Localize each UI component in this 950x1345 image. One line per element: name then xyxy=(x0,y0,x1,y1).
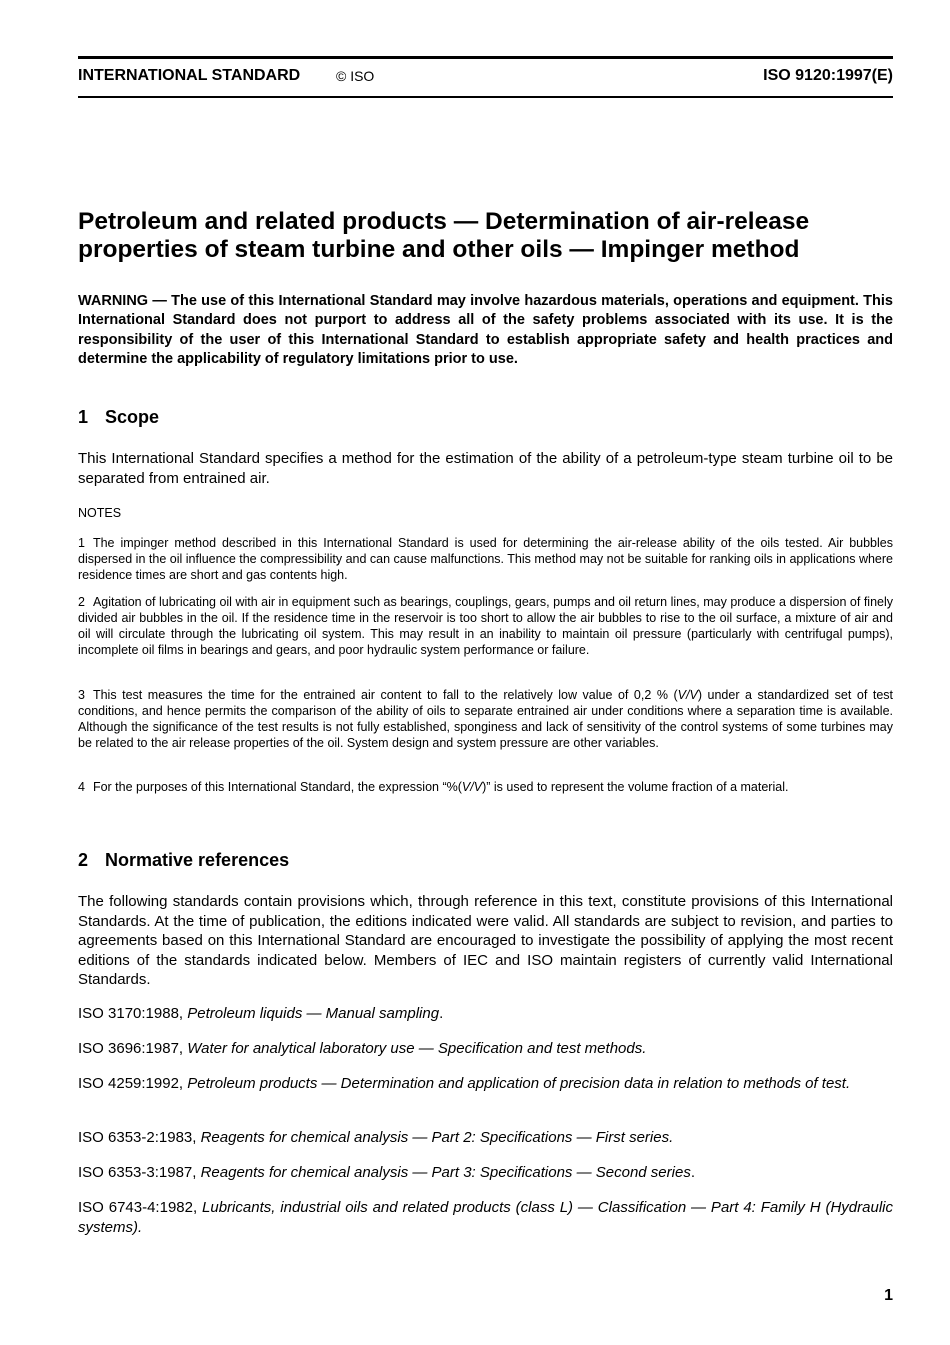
section-2-number: 2 xyxy=(78,850,89,870)
notes-label: NOTES xyxy=(78,506,122,520)
reference-item xyxy=(78,1198,893,1237)
reference-code: ISO 6353-3:1987, xyxy=(78,1164,197,1181)
note-2 xyxy=(78,595,893,659)
header-standard-label: INTERNATIONAL STANDARD xyxy=(78,67,301,84)
reference-end: . xyxy=(439,1005,444,1022)
note-3 xyxy=(78,688,893,752)
page-header xyxy=(78,67,893,89)
note-text-italic: V/V xyxy=(677,688,698,702)
reference-end: . xyxy=(690,1164,695,1181)
reference-item xyxy=(78,1163,893,1183)
section-2-title: Normative references xyxy=(105,850,290,870)
section-1-title: Scope xyxy=(105,407,160,427)
note-number: 1 xyxy=(78,536,85,550)
note-text-a: For the purposes of this International Standard, the expression “%( xyxy=(92,780,462,794)
reference-item xyxy=(78,1004,893,1024)
reference-code: ISO 3696:1987, xyxy=(78,1040,184,1057)
normative-references-paragraph: The following standards contain provisions which, through reference in this text, constitute provisions of this International Standards. At the time of publication, the editions indicated were valid. All standards are subject to revision, and parties to agreements based on this International Standard are encouraged to investigate the possibility of applying the most recent editions of the standards indicated below. Members of IEC and ISO maintain registers of currently valid International Standards. xyxy=(78,893,893,988)
section-2-heading xyxy=(78,850,289,871)
note-text-italic: V/V xyxy=(461,780,483,794)
reference-item xyxy=(78,1039,893,1059)
note-text: Agitation of lubricating oil with air in equipment such as bearings, couplings, gears, pumps and oil return lines, may produce a dispersion of finely divided air bubbles in the oil. If the residence time in the reservoir is too short to allow the air bubbles to rise to the oil surface, a mixture of air and oil will circulate through the lubricating oil system. This may result in an inability to maintain oil pressure (particularly with centrifugal pumps), incomplete oil films in bearings and gears, and poor hydraulic system performance or failure. xyxy=(78,595,893,657)
section-1-number: 1 xyxy=(78,407,89,427)
title-line-1: Petroleum and related products — Determination of air-release xyxy=(78,208,810,235)
note-number: 3 xyxy=(78,688,85,702)
reference-title: Lubricants, industrial oils and related products (class L) — Classification — Part 4: Family H (Hydraulic systems). xyxy=(78,1199,893,1236)
note-number: 2 xyxy=(78,595,85,609)
title-line-2: properties of steam turbine and other oils — Impinger method xyxy=(78,236,800,263)
reference-code: ISO 6353-2:1983, xyxy=(78,1129,197,1146)
header-top-rule xyxy=(78,56,893,59)
warning-paragraph: WARNING — The use of this International Standard may involve hazardous materials, operations and equipment. This International Standard does not purport to address all of the safety problems associated with its use. It is the responsibility of the user of this International Standard to establish appropriate safety and health practices and determine the applicability of regulatory limitations prior to use. xyxy=(78,293,893,367)
scope-paragraph: This International Standard specifies a method for the estimation of the ability of a petroleum-type steam turbine oil to be separated from entrained air. xyxy=(78,450,893,487)
note-1 xyxy=(78,536,893,584)
document-title xyxy=(78,208,893,264)
reference-item xyxy=(78,1128,893,1148)
reference-item xyxy=(78,1074,893,1094)
reference-title: Water for analytical laboratory use — Specification and test methods. xyxy=(187,1040,647,1057)
note-text-b: ) under a standardized set of test conditions, and hence permits the comparison of the ability of oils to separate entrained air under conditions where a separation time is available. Although the significance of the test results is not fully established, sponginess and lack of sensitivity of the control systems of some turbines may be related to the air release properties of the oil. System design and system pressure are other variables. xyxy=(78,688,893,750)
note-text-b: )” is used to represent the volume fraction of a material. xyxy=(482,780,789,794)
reference-title: Reagents for chemical analysis — Part 3: Specifications — Second series xyxy=(200,1164,691,1181)
reference-code: ISO 6743-4:1982, xyxy=(78,1199,198,1216)
section-1-heading xyxy=(78,407,159,428)
reference-title: Reagents for chemical analysis — Part 2: Specifications — First series. xyxy=(200,1129,674,1146)
note-text-a: This test measures the time for the entrained air content to fall to the relatively low value of 0,2 % ( xyxy=(92,688,678,702)
note-text: The impinger method described in this International Standard is used for determining the air-release ability of the oils tested. Air bubbles dispersed in the oil influence the compressibility and can cause malfunctions. This method may not be suitable for ranking oils in applications where residence times are short and gas contents high. xyxy=(78,536,893,582)
reference-title: Petroleum liquids — Manual sampling xyxy=(187,1005,440,1022)
reference-code: ISO 3170:1988, xyxy=(78,1005,184,1022)
document-page xyxy=(78,0,893,1345)
header-copyright: © ISO xyxy=(336,68,375,84)
page-number: 1 xyxy=(884,1287,893,1304)
header-document-reference: ISO 9120:1997(E) xyxy=(763,67,893,84)
reference-title: Petroleum products — Determination and application of precision data in relation to methods of test. xyxy=(187,1075,851,1092)
note-number: 4 xyxy=(78,780,85,794)
note-4 xyxy=(78,780,893,796)
reference-code: ISO 4259:1992, xyxy=(78,1075,184,1092)
header-bottom-rule xyxy=(78,96,893,98)
